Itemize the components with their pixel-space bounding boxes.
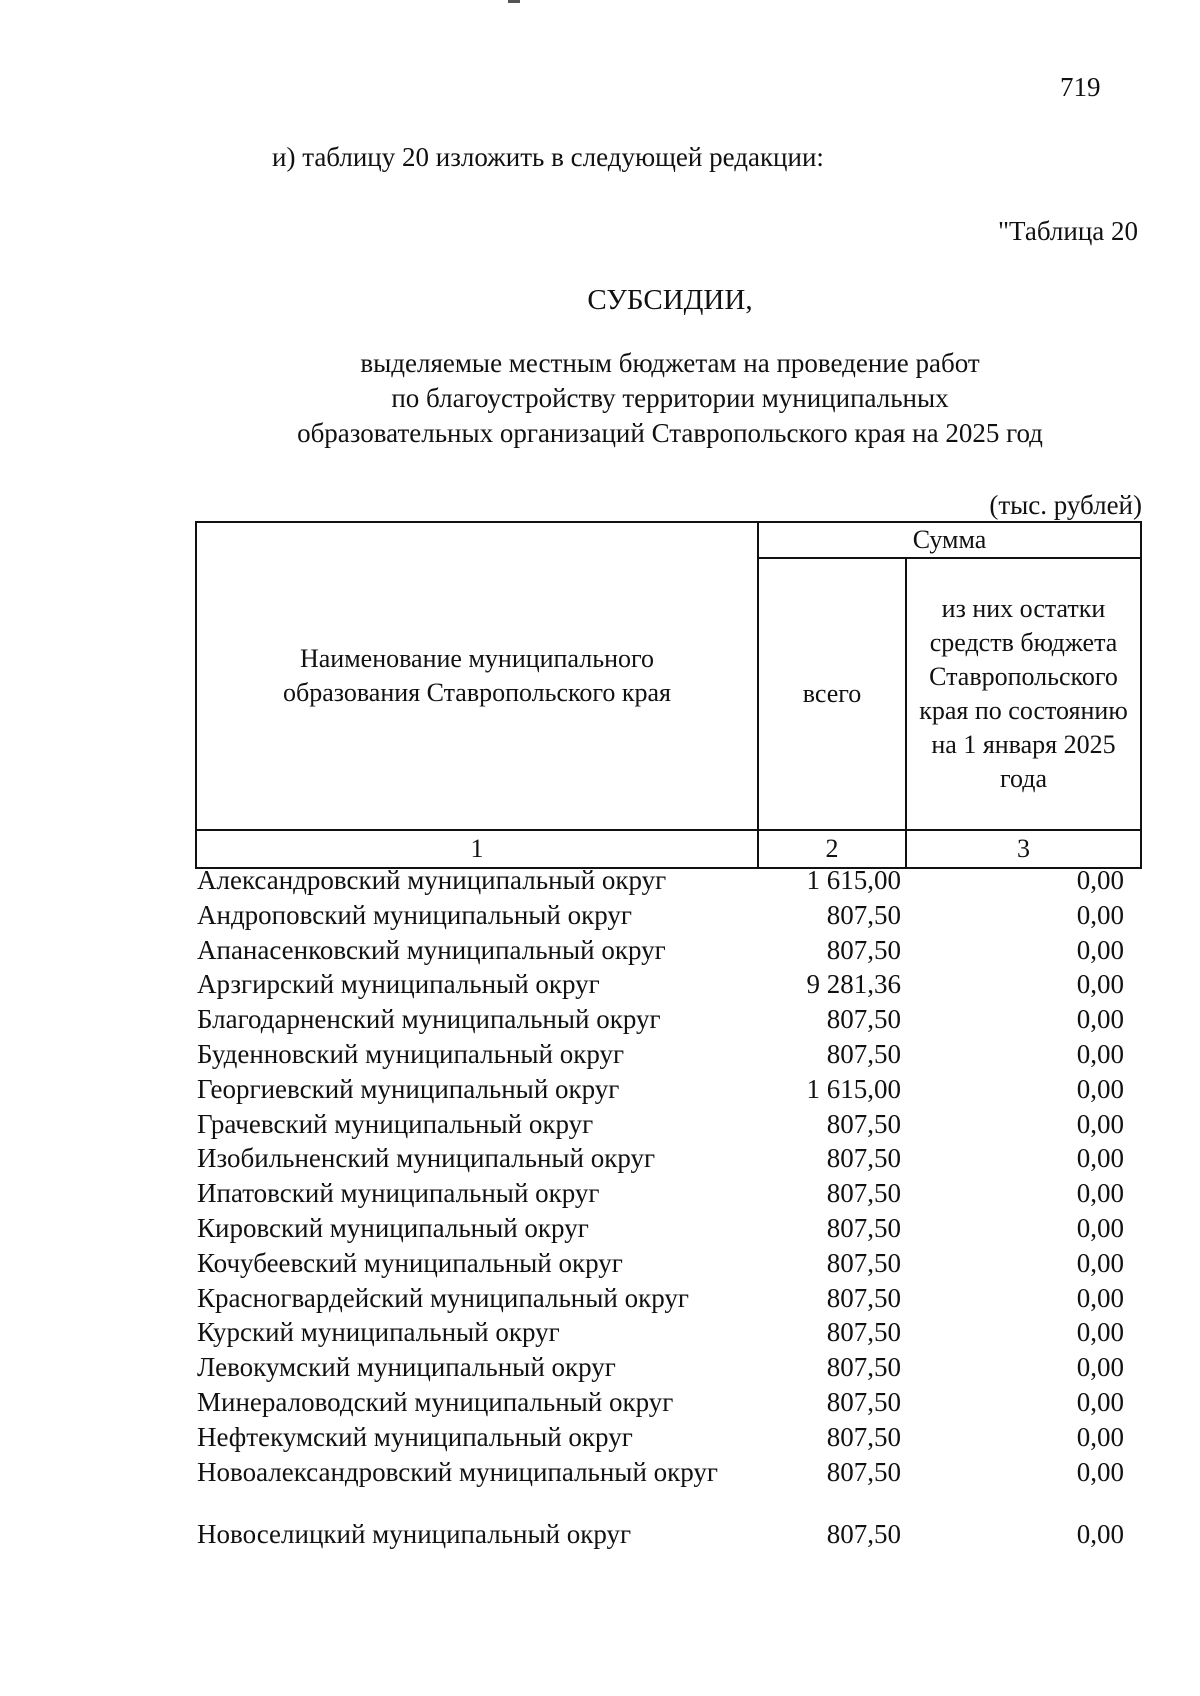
total-value: 807,50 [826,1178,901,1209]
scan-mark [508,0,520,3]
total-value: 807,50 [826,1212,901,1243]
table-row [195,933,1140,968]
municipality-name: Андроповский муниципальный округ [197,899,632,930]
total-value: 807,50 [826,1247,901,1278]
total-value: 807,50 [826,1456,901,1487]
table-row [195,1002,1140,1037]
table-row [195,1315,1140,1350]
municipality-name: Левокумский муниципальный округ [197,1352,616,1383]
total-value: 807,50 [826,934,901,965]
total-value: 807,50 [826,1421,901,1452]
header-remainder-text: из них остатки средств бюджета Ставропольского края по состоянию на 1 января 2025 года [919,594,1128,793]
municipality-name: Георгиевский муниципальный округ [197,1073,620,1104]
remainder-value: 0,00 [1076,1038,1124,1069]
municipality-name: Кочубеевский муниципальный округ [197,1247,623,1278]
remainder-value: 0,00 [1076,1247,1124,1278]
document-title: СУБСИДИИ, [587,284,753,316]
table-row [195,1176,1140,1211]
total-value: 807,50 [826,1004,901,1035]
total-value: 1 615,00 [806,865,901,895]
table-row [195,1107,1140,1142]
municipality-name: Новоселицкий муниципальный округ [197,1518,632,1549]
table-row [195,863,1140,898]
table-row [195,898,1140,933]
table-row [195,1350,1140,1385]
total-value: 807,50 [826,899,901,930]
remainder-value: 0,00 [1076,1352,1124,1383]
header-sum: Сумма [758,522,1141,558]
municipality-name: Апанасенковский муниципальный округ [197,934,666,965]
municipality-name: Грачевский муниципальный округ [197,1108,594,1139]
remainder-value: 0,00 [1076,1143,1124,1174]
municipality-name: Красногвардейский муниципальный округ [197,1282,689,1313]
subtitle-line: образовательных организаций Ставропольского края на 2025 год [297,418,1043,448]
municipality-name: Буденновский муниципальный округ [197,1038,625,1069]
remainder-value: 0,00 [1076,899,1124,930]
table-row [195,1489,1140,1551]
column-number: 1 [196,830,758,868]
municipality-name: Минераловодский муниципальный округ [197,1386,674,1417]
table-header [195,521,1142,869]
municipality-name: Нефтекумский муниципальный округ [197,1421,633,1452]
column-number: 3 [906,830,1141,868]
header-name [196,522,758,830]
remainder-value: 0,00 [1076,1421,1124,1452]
remainder-value: 0,00 [1076,969,1124,1000]
municipality-name: Кировский муниципальный округ [197,1212,589,1243]
municipality-name: Арзгирский муниципальный округ [197,969,600,1000]
table-row [195,1385,1140,1420]
table-row [195,1141,1140,1176]
remainder-value: 0,00 [1076,865,1124,895]
header-total: всего [758,558,906,830]
total-value: 1 615,00 [806,1073,901,1104]
table-row [195,967,1140,1002]
table-body [195,863,1140,1551]
remainder-value: 0,00 [1076,1108,1124,1139]
municipality-name: Курский муниципальный округ [197,1317,560,1348]
subtitle-line: выделяемые местным бюджетам на проведение работ [360,348,980,378]
subsidy-table [195,863,1140,1551]
remainder-value: 0,00 [1076,1386,1124,1417]
total-value: 807,50 [826,1518,901,1549]
remainder-value: 0,00 [1076,934,1124,965]
total-value: 807,50 [826,1038,901,1069]
municipality-name: Ипатовский муниципальный округ [197,1178,600,1209]
units-label: (тыс. рублей) [989,490,1142,520]
total-value: 807,50 [826,1282,901,1313]
remainder-value: 0,00 [1076,1073,1124,1104]
total-value: 807,50 [826,1352,901,1383]
subtitle-line: по благоустройству территории муниципальных [391,383,949,413]
total-value: 807,50 [826,1386,901,1417]
page-number: 719 [1060,72,1101,102]
table-row [195,1455,1140,1490]
document-subtitle [0,346,1200,451]
column-number: 2 [758,830,906,868]
header-remainder [906,558,1141,830]
municipality-name: Александровский муниципальный округ [197,865,667,895]
header-name-text: Наименование муниципального образования Ставропольского края [282,644,672,707]
intro-text: и) таблицу 20 изложить в следующей редакции: [272,142,824,172]
remainder-value: 0,00 [1076,1317,1124,1348]
total-value: 807,50 [826,1317,901,1348]
table-row [195,1211,1140,1246]
table-row [195,1281,1140,1316]
remainder-value: 0,00 [1076,1178,1124,1209]
table-row [195,1246,1140,1281]
remainder-value: 0,00 [1076,1282,1124,1313]
total-value: 807,50 [826,1108,901,1139]
municipality-name: Новоалександровский муниципальный округ [197,1456,718,1487]
remainder-value: 0,00 [1076,1456,1124,1487]
municipality-name: Благодарненский муниципальный округ [197,1004,661,1035]
table-row [195,1420,1140,1455]
total-value: 807,50 [826,1143,901,1174]
table-row [195,1072,1140,1107]
municipality-name: Изобильненский муниципальный округ [197,1143,656,1174]
remainder-value: 0,00 [1076,1212,1124,1243]
table-row [195,1037,1140,1072]
remainder-value: 0,00 [1076,1518,1124,1549]
table-label: "Таблица 20 [998,216,1138,246]
total-value: 9 281,36 [806,969,901,1000]
remainder-value: 0,00 [1076,1004,1124,1035]
